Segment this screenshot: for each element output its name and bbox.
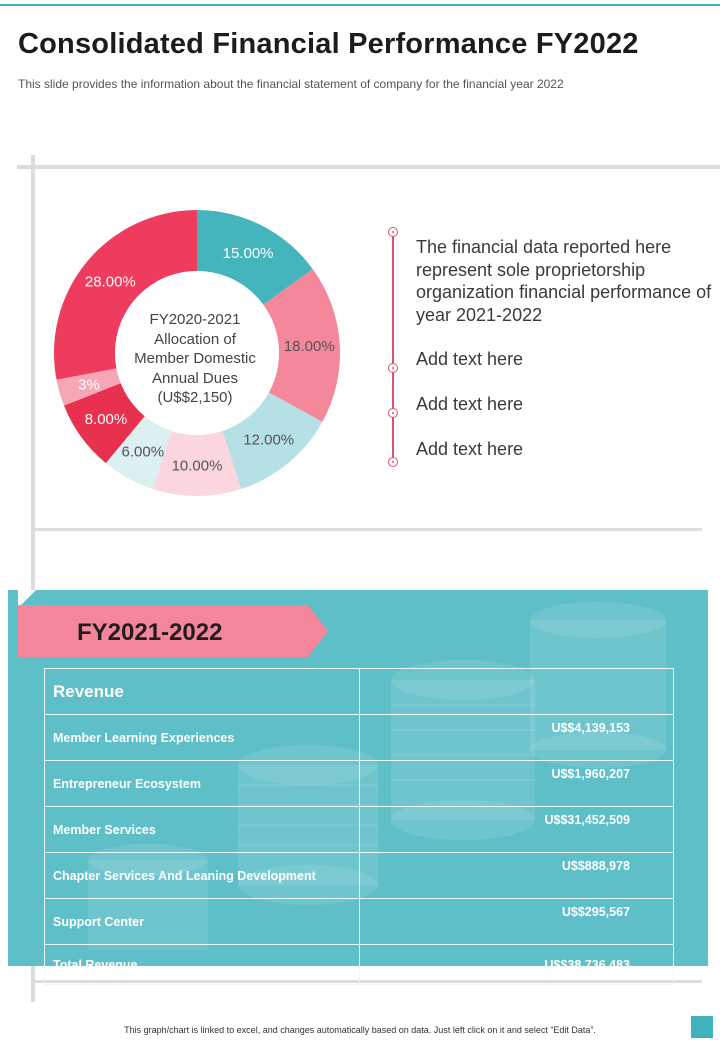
donut-slice-label: 28.00% xyxy=(84,273,136,291)
table-row xyxy=(45,807,674,853)
add-text-item[interactable]: Add text here xyxy=(416,439,524,459)
page-title: Consolidated Financial Performance FY2022 xyxy=(18,28,639,60)
donut-slice-label: 15.00% xyxy=(222,244,274,262)
main-description: The financial data reported here represent sole proprietorship organization financial performance of year 2021-2022 xyxy=(416,237,712,325)
table-row xyxy=(45,715,674,761)
timeline-dot xyxy=(388,408,398,418)
donut-slice-label: 8.00% xyxy=(84,411,128,429)
row-value: U$$4,139,153 xyxy=(360,715,674,761)
revenue-table xyxy=(44,668,674,985)
table-row xyxy=(45,761,674,807)
row-label: Member Services xyxy=(45,807,360,853)
row-label: Entrepreneur Ecosystem xyxy=(45,761,360,807)
donut-slice-label: 12.00% xyxy=(243,431,295,449)
row-label: Support Center xyxy=(45,899,360,945)
row-value: U$$1,960,207 xyxy=(360,761,674,807)
table-header-label: Revenue xyxy=(45,669,360,715)
timeline-line xyxy=(392,231,394,463)
donut-center-line: FY2020-2021 xyxy=(149,311,241,328)
donut-center-line: (U$$2,150) xyxy=(157,389,233,406)
row-value: U$$31,452,509 xyxy=(360,807,674,853)
row-label: Member Learning Experiences xyxy=(45,715,360,761)
year-banner-label: FY2021-2022 xyxy=(77,619,223,646)
donut-center-line: Allocation of xyxy=(154,330,236,348)
total-value: U$$38,736,483 xyxy=(360,945,674,985)
donut-center-line: Annual Dues xyxy=(152,369,238,387)
footer-note: This graph/chart is linked to excel, and changes automatically based on data. Just left click on it and select “Edit Data”. xyxy=(124,1025,596,1035)
donut-slice-label: 3% xyxy=(78,376,100,394)
table-total-row xyxy=(45,945,674,985)
donut-slice-label: 18.00% xyxy=(283,337,335,355)
corner-accent-square xyxy=(691,1016,713,1038)
table-row xyxy=(45,853,674,899)
donut-center-line: Member Domestic xyxy=(134,350,256,367)
donut-slice-label: 6.00% xyxy=(121,443,165,461)
donut-slice-label: 10.00% xyxy=(171,457,223,475)
row-label: Chapter Services And Leaning Development xyxy=(45,853,360,899)
add-text-item[interactable]: Add text here xyxy=(416,394,524,414)
total-label: Total Revenue xyxy=(45,945,360,985)
add-text-item[interactable]: Add text here xyxy=(416,349,524,369)
timeline-dot xyxy=(388,363,398,373)
timeline-dot xyxy=(388,457,398,467)
page-subtitle: This slide provides the information about the financial statement of company for the financial year 2022 xyxy=(18,77,564,91)
table-row xyxy=(45,899,674,945)
row-value: U$$295,567 xyxy=(360,899,674,945)
table-header-row xyxy=(45,669,674,715)
donut-center-text xyxy=(120,310,270,408)
timeline-dot xyxy=(388,227,398,237)
row-value: U$$888,978 xyxy=(360,853,674,899)
table-header-value xyxy=(360,669,674,715)
